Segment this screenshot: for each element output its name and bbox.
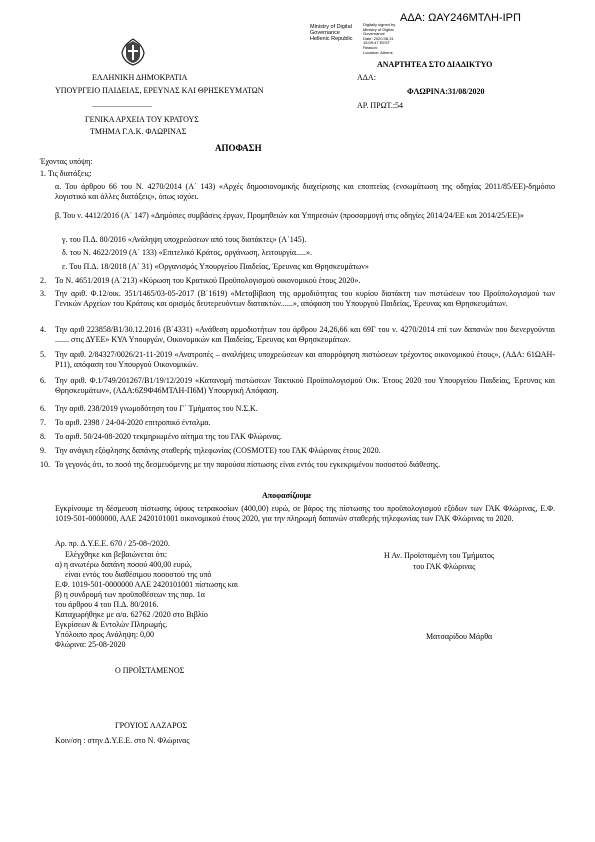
verification-line: Ελέγχθηκε και βεβαιώνεται ότι: [65, 550, 168, 559]
list-number: 5. [40, 350, 46, 359]
verification-line: Φλώρινα: 25-08-2020 [55, 640, 126, 649]
list-number: 9. [40, 446, 46, 455]
signature-block [310, 24, 353, 42]
verification-line: Ε.Φ. 1019-501-0000000 ΑΛΕ 2420101001 πίστωσης και [55, 580, 239, 589]
list-item: Το αριθ. 50/24-08-2020 τεκμηριωμένο αίτημα της του ΓΑΚ Φλώρινας. [55, 432, 282, 441]
document-title: ΑΠΟΦΑΣΗ [215, 143, 262, 153]
decision-heading: Αποφασίζουμε [262, 491, 312, 500]
signature-details [363, 23, 395, 55]
signer-name: Ματσαρίδου Μάρθα [426, 632, 493, 641]
head-title: Ο ΠΡΟΪΣΤΑΜΕΝΟΣ [115, 666, 185, 675]
verification-line: Υπόλοιπο προς Ανάληψη: 0,00 [55, 630, 155, 639]
list-number: 2. [40, 276, 46, 285]
list-number: 6. [40, 404, 46, 413]
ada-header: ΑΔΑ: ΩΑΥ246ΜΤΛΗ-ΙΡΠ [400, 12, 521, 24]
list-item: Την αριθ. 238/2019 γνωμοδότηση του Γ΄ Τμήματος του Ν.Σ.Κ. [55, 404, 258, 413]
list-number: 7. [40, 418, 46, 427]
verification-line: Εγκρίσεων & Εντολών Πληρωμής. [55, 620, 168, 629]
verification-line: Καταχωρήθηκε με α/α. 62762 /2020 στο Βιβλίο [55, 610, 208, 619]
signature-line: Hellenic Republic [310, 36, 353, 42]
list-item: Την ανάγκη εξόφλησης δαπάνης σταθερής τηλεφωνίας (COSMOTE) του ΓΑΚ Φλώρινας έτους 2020. [55, 446, 381, 455]
notification-line: Κοιν/ση : στην Δ.Υ.Ε.Ε. στο Ν. Φλώρινας [55, 736, 190, 745]
signature-detail: Governance [363, 31, 385, 37]
signature-detail: Reason: [363, 44, 378, 50]
greek-emblem-icon [117, 37, 149, 67]
list-number: 8. [40, 432, 46, 441]
list-item: Την αριθ. 2/84327/0026/21-11-2019 «Ανατροπές – αναλήψεις υποχρεώσεων και απορρόφηση πιστώσεων τρέχοντος οικονομικού έτους», (ΑΔΑ: 61ΩΑΗ-Ρ11), απόφαση του Υπουργού Οικονομικών. [55, 350, 555, 369]
list-item: Την αριθ 223858/Β1/30.12.2016 (Β΄4331) «Ανάθεση αρμοδιοτήτων του άρθρου 24,26,66 και 69Γ του ν. 4270/2014 επί των δαπανών που διενεργούνται ....... στις ΔΥΕΕ» ΚΥΑ Υπουργών, Οικονομικών και Παιδείας, Έρευνας και Θρησκευμάτων. [55, 325, 555, 344]
approver-name: ΓΡΟΥΙΟΣ ΛΑΖΑΡΟΣ [115, 721, 188, 730]
list-item: α. Του άρθρου 66 του Ν. 4270/2014 (Α΄ 143) «Αρχές δημοσιονομικής διαχείρισης και εποπτείας (ενσωμάτωση της οδηγίας 2011/85/ΕΕ)-δημόσιο λογιστικό και άλλες διατάξεις», όπως ισχύει. [55, 182, 555, 201]
signature-line: Governance [310, 30, 340, 36]
list-item: ε. Του Π.Δ. 18/2018 (Α΄ 31) «Οργανισμός Υπουργείου Παιδείας, Έρευνας και Θρησκευμάτων» [62, 262, 369, 271]
verification-line: β) η συνδρομή των προϋποθέσεων της παρ. 1α [55, 590, 205, 599]
signature-detail: Location: Athens [363, 49, 393, 55]
list-item: Την αριθ. Φ.1/749/201267/Β1/19/12/2019 «Κατανομή πιστώσεων Τακτικού Προϋπολογισμού Οικ. Έτους 2020 του Υπουργείου Παιδείας, Έρευνας και Θρησκευμάτων», (ΑΔΑ:6Ζ9Φ46ΜΤΛΗ-Π6Μ) Υπουργική Απόφαση. [55, 376, 555, 395]
letterhead-line1: ΕΛΛΗΝΙΚΗ ΔΗΜΟΚΡΑΤΙΑ [92, 73, 188, 82]
list-item: Το γεγονός ότι, το ποσό της δεσμευόμενης με την παρούσα πίστωσης είναι εντός του εγκεκριμένου ποσοστού διάθεσης. [55, 460, 441, 469]
decision-text: Εγκρίνουμε τη δέσμευση πίστωσης ύψους τετρακοσίων (400,00) ευρώ, σε βάρος της πίστωσης του προϋπολογισμού εξόδων των ΓΑΚ Φλώρινας, Ε.Φ. 1019-501-0000000, ΑΛΕ 2420101001 οικονομικού έτους 2020, για την πληρωμή δαπανών σταθερής τηλεφωνίας των ΓΑΚ Φλώρινας το 2020. [55, 504, 555, 523]
signer-title: Η Αν. Προϊσταμένη του Τμήματος [384, 551, 495, 560]
list-item: 1. Τις διατάξεις: [40, 169, 92, 178]
signature-detail: Digitally signed by [363, 22, 396, 27]
letterhead-ministry: ΥΠΟΥΡΓΕΙΟ ΠΑΙΔΕΙΑΣ, ΕΡΕΥΝΑΣ ΚΑΙ ΘΡΗΣΚΕΥΜΑΤΩΝ [55, 86, 264, 95]
ada-field: ΑΔΑ: [357, 73, 376, 82]
protocol-number: ΑΡ. ΠΡΩΤ.:54 [357, 101, 404, 110]
list-number: 10. [40, 460, 50, 469]
list-item: Την αριθ. Φ.12/οικ. 351/1465/03-05-2017 (Β΄1619) «Μεταβίβαση της αρμοδιότητας του κυρίου διατάκτη των πιστώσεων του Προϋπολογισμού των Γενικών Αρχείων του Κράτους και ορισμός δευτερευόντων διατακτών......», απόφαση του Υπουργού Παιδείας, Έρευνας και Θρησκευμάτων. [55, 289, 555, 308]
verification-line: είναι εντός του διαθέσιμου ποσοστού της υπό [65, 570, 212, 579]
list-item: γ. του Π.Δ. 80/2016 «Ανάληψη υποχρεώσεων από τους διατάκτες» (Α΄145). [62, 235, 307, 244]
publish-note: ΑΝΑΡΤΗΤΕΑ ΣΤΟ ΔΙΑΔΙΚΤΥΟ [377, 60, 493, 69]
letterhead-archives: ΓΕΝΙΚΑ ΑΡΧΕΙΑ ΤΟΥ ΚΡΑΤΟΥΣ [85, 115, 199, 124]
letterhead-department: ΤΜΗΜΑ Γ.Α.Κ. ΦΛΩΡΙΝΑΣ [90, 127, 187, 136]
list-item: Το αριθ. 2398 / 24-04-2020 επιτροπικό ένταλμα. [55, 418, 211, 427]
signature-detail: Ministry of Digital [363, 26, 394, 32]
list-number: 3. [40, 289, 46, 298]
signature-detail: 15:09:47 EEST [363, 40, 391, 46]
signer-unit: του ΓΑΚ Φλώρινας [413, 562, 476, 571]
verification-line: του άρθρου 4 του Π.Δ. 80/2016. [55, 600, 159, 609]
verification-block [55, 550, 238, 650]
list-item: δ. του Ν. 4622/2019 (Α΄ 133) «Επιτελικό Κράτος, οργάνωση, λειτουργία.....». [62, 248, 313, 257]
list-item: Το Ν. 4651/2019 (Α΄213) «Κύρωση του Κρατικού Προϋπολογισμού οικονομικού έτους 2020». [55, 276, 361, 285]
letterhead-dots: .............................. [92, 100, 152, 109]
reference-number: Αρ. πρ. Δ.Υ.Ε.Ε. 670 / 25-08-/2020. [55, 539, 170, 548]
date-field: ΦΛΩΡΙΝΑ:31/08/2020 [407, 87, 485, 96]
having-in-mind: Έχοντας υπόψη: [40, 157, 93, 166]
verification-line: α) η ανωτέρω δαπάνη ποσού 400,00 ευρώ, [55, 560, 192, 569]
list-item: β. Του ν. 4412/2016 (Α΄ 147) «Δημόσιες συμβάσεις έργων, Προμηθειών και Υπηρεσιών (προσαρμογή στις οδηγίες 2014/24/ΕΕ και 2014/25/ΕΕ)» [55, 211, 524, 220]
list-number: 6. [40, 376, 46, 385]
signature-line: Ministry of Digital [310, 24, 352, 30]
list-number: 4. [40, 325, 46, 334]
signature-detail: Date: 2020.08.31 [363, 35, 394, 41]
